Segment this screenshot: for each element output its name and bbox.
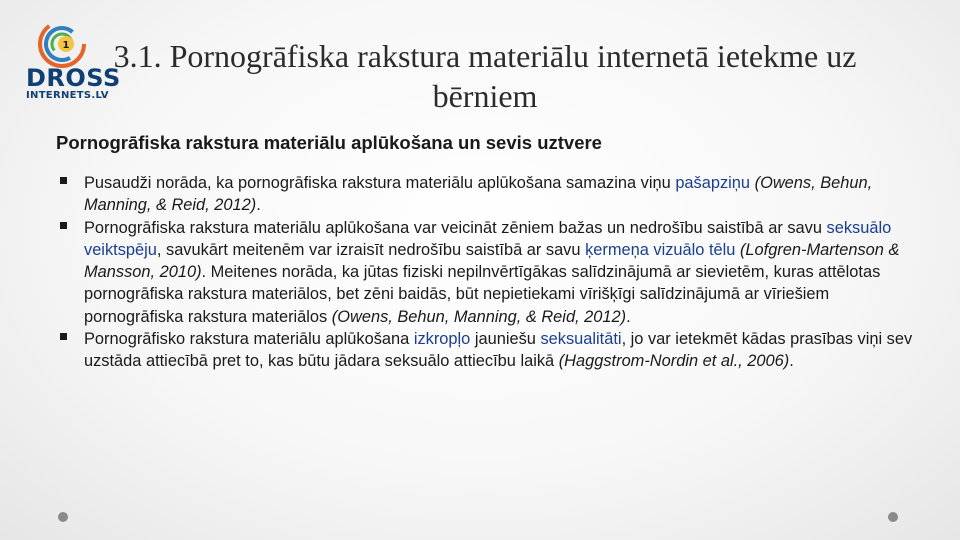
bullet-text: , savukārt meitenēm var izraisīt nedrošību saistībā ar savu (156, 240, 586, 259)
bullet-text: . Meitenes norāda, ka jūtas fiziski nepilnvērtīgākas salīdzinājumā ar sievietēm, kuras attēlotas pornogrāfiska rakstura materiālos, bet zēni baidās, būt nepietiekami vīrišķīgi salīdzinājumā ar vīriešiem pornogrāfiska rakstura materiālos (84, 263, 881, 326)
citation: (Owens, Behun, Manning, & Reid, 2012) (331, 307, 627, 326)
bullet-text: Pornogrāfisko rakstura materiālu aplūkošana (84, 330, 414, 349)
highlighted-term: ķermeņa vizuālo tēlu (585, 240, 736, 259)
logo-badge-number: 1 (62, 40, 70, 51)
bullet-item (60, 172, 920, 217)
nav-dot-left (58, 512, 68, 522)
logo-name: DROSS (26, 64, 121, 92)
bullet-text: Pusaudži norāda, ka pornogrāfiska rakstura materiālu aplūkošana samazina viņu (84, 174, 676, 192)
bullet-text: , jo var ietekmēt kādas prasības viņi sev uzstāda attiecībā pret to, kas būtu jādara seksuālo attiecību laikā (84, 330, 913, 371)
bullet-square-icon (60, 177, 67, 184)
highlighted-term: seksualitāti (540, 330, 622, 349)
slide-title: 3.1. Pornogrāfiska rakstura materiālu internetā ietekme uz bērniem (113, 38, 857, 114)
bullet-text: jauniešu (470, 330, 541, 349)
highlighted-term: seksuālo veiktspēju (84, 218, 892, 259)
bullet-text: Pornogrāfiska rakstura materiālu aplūkošana var veicināt zēniem bažas un nedrošību saistībā ar savu (84, 218, 827, 237)
bullet-text: . (626, 307, 631, 326)
nav-dot-right (888, 512, 898, 522)
citation: (Haggstrom-Nordin et al., 2006) (558, 352, 790, 371)
bullet-item (60, 217, 920, 328)
bullet-list (60, 172, 920, 373)
bullet-text: . (789, 352, 794, 371)
logo-subtitle: INTERNETS.LV (26, 90, 109, 101)
bullet-square-icon (60, 333, 67, 340)
highlighted-term: pašapziņu (675, 174, 751, 192)
section-heading: Pornogrāfiska rakstura materiālu aplūkošana un sevis uztvere (56, 132, 602, 153)
bullet-square-icon (60, 222, 67, 229)
highlighted-term: izkropļo (413, 330, 471, 349)
bullet-item (60, 328, 920, 373)
bullet-text: . (256, 196, 261, 215)
citation: (Lofgren-Martenson & Mansson, 2010) (84, 240, 900, 282)
citation: (Owens, Behun, Manning, & Reid, 2012) (84, 174, 873, 215)
